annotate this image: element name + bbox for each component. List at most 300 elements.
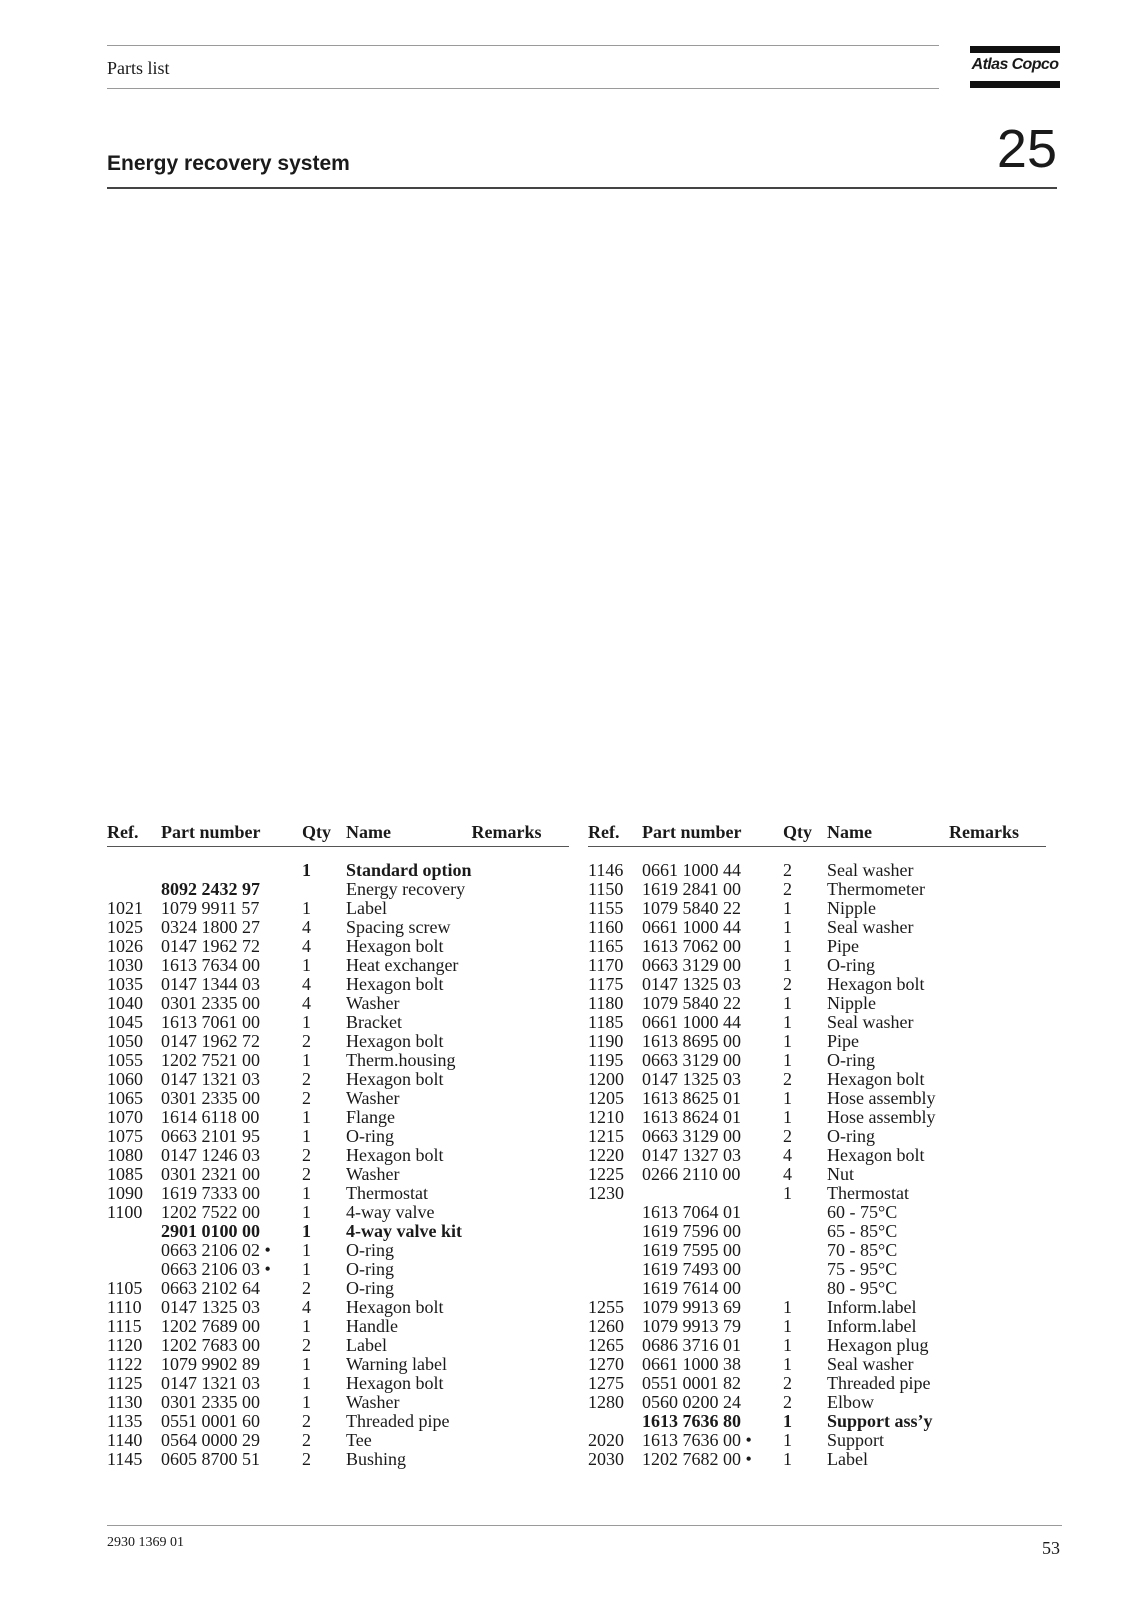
- remarks-cell: [472, 1032, 569, 1051]
- ref-cell: 1146: [588, 860, 624, 880]
- part-number-cell: 8092 2432 97: [161, 879, 260, 899]
- table-row: [107, 1051, 569, 1070]
- name-cell: Hexagon bolt: [827, 974, 925, 994]
- qty-cell: 1: [302, 860, 311, 880]
- ref-cell: 1225: [588, 1164, 624, 1184]
- remarks-cell: [472, 1241, 569, 1260]
- remarks-cell: [949, 1412, 1046, 1431]
- remarks-cell: [472, 1336, 569, 1355]
- name-cell: Hexagon bolt: [346, 1031, 444, 1051]
- remarks-cell: [472, 1298, 569, 1317]
- part-number-cell: 1619 7595 00: [642, 1240, 741, 1260]
- part-number-cell: 1619 7333 00: [161, 1183, 260, 1203]
- table-row: [588, 1184, 1046, 1203]
- ref-cell: 1075: [107, 1126, 143, 1146]
- qty-cell: 1: [302, 1392, 311, 1412]
- part-number-cell: 1202 7682 00 •: [642, 1449, 752, 1469]
- name-cell: O-ring: [346, 1240, 394, 1260]
- ref-cell: [588, 1203, 642, 1222]
- column-header-qty: Qty: [783, 822, 827, 847]
- remarks-cell: [472, 1184, 569, 1203]
- name-cell: Energy recovery: [346, 879, 466, 899]
- remarks-cell: [472, 1374, 569, 1393]
- ref-cell: 1165: [588, 936, 624, 956]
- table-row: [107, 1412, 569, 1431]
- name-cell: Tee: [346, 1430, 372, 1450]
- ref-cell: 1040: [107, 993, 143, 1013]
- ref-cell: 1115: [107, 1316, 142, 1336]
- ref-cell: 1065: [107, 1088, 143, 1108]
- remarks-cell: [472, 1127, 569, 1146]
- name-cell: Inform.label: [827, 1316, 917, 1336]
- part-number-cell: 0147 1327 03: [642, 1145, 741, 1165]
- remarks-cell: [949, 1374, 1046, 1393]
- qty-cell: 2: [783, 974, 792, 994]
- name-cell: Hexagon bolt: [827, 1069, 925, 1089]
- qty-cell: 4: [783, 1145, 792, 1165]
- remarks-cell: [472, 956, 569, 975]
- header-rule-top: [107, 45, 939, 46]
- name-cell: Hexagon bolt: [827, 1145, 925, 1165]
- qty-cell: 4: [783, 1164, 792, 1184]
- qty-cell: 1: [302, 1183, 311, 1203]
- name-cell: Thermostat: [346, 1183, 428, 1203]
- footer-rule: [107, 1525, 1062, 1526]
- name-cell: Thermostat: [827, 1183, 909, 1203]
- ref-cell: 1140: [107, 1430, 143, 1450]
- table-row: [588, 1279, 1046, 1298]
- part-number-cell: 1619 7596 00: [642, 1221, 741, 1241]
- name-cell: Elbow: [827, 1392, 874, 1412]
- table-row: [107, 1127, 569, 1146]
- part-number-cell: 0551 0001 60: [161, 1411, 260, 1431]
- ref-cell: 1155: [588, 898, 624, 918]
- remarks-cell: [472, 861, 569, 880]
- ref-cell: 1180: [588, 993, 624, 1013]
- part-number-cell: 1079 9913 69: [642, 1297, 741, 1317]
- remarks-cell: [472, 1431, 569, 1450]
- part-number-cell: 1613 8695 00: [642, 1031, 741, 1051]
- qty-cell: 1: [783, 1183, 792, 1203]
- remarks-cell: [949, 1279, 1046, 1298]
- table-row: [107, 1203, 569, 1222]
- table-row: [588, 1393, 1046, 1412]
- part-number-cell: 1613 8625 01: [642, 1088, 741, 1108]
- ref-cell: 1130: [107, 1392, 143, 1412]
- table-row: [107, 956, 569, 975]
- remarks-cell: [472, 899, 569, 918]
- qty-cell: 1: [783, 1031, 792, 1051]
- qty-cell: [783, 1203, 827, 1222]
- column-header-remarks: Remarks: [472, 822, 569, 847]
- ref-cell: 1070: [107, 1107, 143, 1127]
- ref-cell: 1120: [107, 1335, 143, 1355]
- name-cell: Seal washer: [827, 1012, 914, 1032]
- name-cell: Bushing: [346, 1449, 407, 1469]
- part-number-cell: 1079 5840 22: [642, 898, 741, 918]
- part-number-cell: 1619 2841 00: [642, 879, 741, 899]
- part-number-cell: [642, 1184, 783, 1203]
- name-cell: Heat exchanger: [346, 955, 459, 975]
- name-cell: Standard option: [346, 860, 472, 880]
- qty-cell: 1: [302, 1316, 311, 1336]
- ref-cell: 1215: [588, 1126, 624, 1146]
- remarks-cell: [472, 994, 569, 1013]
- ref-cell: 1110: [107, 1297, 142, 1317]
- remarks-cell: [472, 1393, 569, 1412]
- part-number-cell: 0551 0001 82: [642, 1373, 741, 1393]
- remarks-cell: [472, 1070, 569, 1089]
- ref-cell: 1200: [588, 1069, 624, 1089]
- name-cell: 4-way valve: [346, 1202, 435, 1222]
- ref-cell: 1195: [588, 1050, 624, 1070]
- name-cell: 80 - 95°C: [827, 1278, 898, 1298]
- qty-cell: 1: [302, 1373, 311, 1393]
- table-row: [107, 1298, 569, 1317]
- ref-cell: 1055: [107, 1050, 143, 1070]
- header-rule-bottom: [107, 88, 939, 89]
- title-rule: [107, 187, 1057, 189]
- table-spacer: [588, 847, 1046, 862]
- part-number-cell: 1202 7689 00: [161, 1316, 260, 1336]
- remarks-cell: [949, 1013, 1046, 1032]
- remarks-cell: [949, 1317, 1046, 1336]
- table-row: [107, 1184, 569, 1203]
- remarks-cell: [949, 956, 1046, 975]
- qty-cell: 2: [783, 879, 792, 899]
- table-row: [588, 994, 1046, 1013]
- part-number-cell: 0564 0000 29: [161, 1430, 260, 1450]
- qty-cell: [783, 1241, 827, 1260]
- remarks-cell: [949, 1070, 1046, 1089]
- remarks-cell: [949, 1393, 1046, 1412]
- part-number-cell: [161, 861, 302, 880]
- name-cell: 60 - 75°C: [827, 1202, 898, 1222]
- table-row: [588, 1374, 1046, 1393]
- qty-cell: 2: [783, 1126, 792, 1146]
- header-label: Parts list: [107, 58, 170, 78]
- name-cell: Handle: [346, 1316, 398, 1336]
- logo-text: Atlas Copco: [971, 56, 1059, 73]
- qty-cell: 1: [302, 1202, 311, 1222]
- part-number-cell: 0663 3129 00: [642, 955, 741, 975]
- remarks-cell: [949, 994, 1046, 1013]
- qty-cell: 2: [302, 1449, 311, 1469]
- remarks-cell: [949, 1184, 1046, 1203]
- part-number-cell: 0324 1800 27: [161, 917, 260, 937]
- qty-cell: 1: [302, 1221, 311, 1241]
- part-number-cell: 1079 5840 22: [642, 993, 741, 1013]
- table-row: [107, 1146, 569, 1165]
- name-cell: O-ring: [827, 1050, 875, 1070]
- remarks-cell: [472, 975, 569, 994]
- ref-cell: 1185: [588, 1012, 624, 1032]
- name-cell: Seal washer: [827, 917, 914, 937]
- part-number-cell: 1079 9911 57: [161, 898, 260, 918]
- qty-cell: 1: [783, 1430, 792, 1450]
- ref-cell: 1100: [107, 1202, 143, 1222]
- remarks-cell: [472, 918, 569, 937]
- part-number-cell: 0147 1962 72: [161, 1031, 260, 1051]
- qty-cell: 1: [783, 936, 792, 956]
- ref-cell: 1025: [107, 917, 143, 937]
- qty-cell: 4: [302, 974, 311, 994]
- remarks-cell: [472, 1108, 569, 1127]
- remarks-cell: [949, 1108, 1046, 1127]
- qty-cell: 2: [302, 1145, 311, 1165]
- ref-cell: [588, 1260, 642, 1279]
- table-row: [107, 899, 569, 918]
- remarks-cell: [472, 1355, 569, 1374]
- ref-cell: 1122: [107, 1354, 143, 1374]
- name-cell: Label: [346, 1335, 387, 1355]
- ref-cell: 2020: [588, 1430, 624, 1450]
- table-row: [588, 861, 1046, 880]
- qty-cell: [783, 1260, 827, 1279]
- remarks-cell: [949, 880, 1046, 899]
- ref-cell: 1270: [588, 1354, 624, 1374]
- table-row: [588, 1203, 1046, 1222]
- name-cell: Threaded pipe: [827, 1373, 931, 1393]
- qty-cell: 1: [302, 1012, 311, 1032]
- column-header-ref: Ref.: [107, 822, 161, 847]
- qty-cell: 1: [783, 1297, 792, 1317]
- qty-cell: 1: [783, 1050, 792, 1070]
- qty-cell: 1: [302, 898, 311, 918]
- qty-cell: 2: [302, 1164, 311, 1184]
- ref-cell: 1050: [107, 1031, 143, 1051]
- part-number-cell: 0147 1321 03: [161, 1069, 260, 1089]
- name-cell: Hexagon bolt: [346, 1069, 444, 1089]
- part-number-cell: 0147 1246 03: [161, 1145, 260, 1165]
- table-row: [107, 880, 569, 899]
- name-cell: Hexagon bolt: [346, 936, 444, 956]
- part-number-cell: 1613 7062 00: [642, 936, 741, 956]
- remarks-cell: [472, 1412, 569, 1431]
- qty-cell: 2: [783, 1069, 792, 1089]
- qty-cell: 2: [783, 1392, 792, 1412]
- part-number-cell: 0663 2102 64: [161, 1278, 260, 1298]
- table-row: [588, 1431, 1046, 1450]
- remarks-cell: [949, 1165, 1046, 1184]
- part-number-cell: 0686 3716 01: [642, 1335, 741, 1355]
- remarks-cell: [949, 1032, 1046, 1051]
- ref-cell: 1021: [107, 898, 143, 918]
- remarks-cell: [472, 1450, 569, 1469]
- table-row: [588, 1089, 1046, 1108]
- table-row: [107, 1260, 569, 1279]
- parts-table-left: [107, 822, 569, 1469]
- name-cell: O-ring: [346, 1278, 394, 1298]
- part-number-cell: 0605 8700 51: [161, 1449, 260, 1469]
- part-number-cell: 1613 7636 00 •: [642, 1430, 752, 1450]
- name-cell: Support ass’y: [827, 1411, 933, 1431]
- name-cell: Spacing screw: [346, 917, 451, 937]
- table-row: [588, 1450, 1046, 1469]
- name-cell: Washer: [346, 1164, 400, 1184]
- part-number-cell: 0663 2101 95: [161, 1126, 260, 1146]
- table-row: [107, 1374, 569, 1393]
- qty-cell: 2: [302, 1430, 311, 1450]
- name-cell: Washer: [346, 1392, 400, 1412]
- part-number-cell: 1613 7636 80: [642, 1411, 741, 1431]
- ref-cell: [588, 1279, 642, 1298]
- ref-cell: 1265: [588, 1335, 624, 1355]
- part-number-cell: 0301 2335 00: [161, 1088, 260, 1108]
- remarks-cell: [472, 1013, 569, 1032]
- page-number: 53: [1042, 1538, 1060, 1558]
- ref-cell: 1045: [107, 1012, 143, 1032]
- ref-cell: [107, 861, 161, 880]
- table-row: [107, 1355, 569, 1374]
- ref-cell: 1090: [107, 1183, 143, 1203]
- part-number-cell: 1202 7521 00: [161, 1050, 260, 1070]
- part-number-cell: 0301 2335 00: [161, 1392, 260, 1412]
- remarks-cell: [949, 1146, 1046, 1165]
- table-row: [588, 1108, 1046, 1127]
- ref-cell: [107, 880, 161, 899]
- name-cell: Label: [346, 898, 387, 918]
- qty-cell: 1: [783, 955, 792, 975]
- ref-cell: [107, 1222, 161, 1241]
- name-cell: Hexagon bolt: [346, 974, 444, 994]
- ref-cell: [588, 1222, 642, 1241]
- part-number-cell: 1613 7061 00: [161, 1012, 260, 1032]
- ref-cell: 1085: [107, 1164, 143, 1184]
- part-number-cell: 1079 9902 89: [161, 1354, 260, 1374]
- table-row: [588, 1051, 1046, 1070]
- table-row: [588, 1070, 1046, 1089]
- table-header-row: [588, 822, 1046, 847]
- qty-cell: 2: [302, 1278, 311, 1298]
- remarks-cell: [949, 1203, 1046, 1222]
- part-number-cell: 0661 1000 44: [642, 1012, 741, 1032]
- name-cell: Nipple: [827, 993, 876, 1013]
- remarks-cell: [949, 861, 1046, 880]
- table-row: [588, 1412, 1046, 1431]
- part-number-cell: 0661 1000 44: [642, 860, 741, 880]
- table-row: [588, 1241, 1046, 1260]
- table-row: [107, 1165, 569, 1184]
- qty-cell: 1: [302, 1126, 311, 1146]
- name-cell: Nut: [827, 1164, 854, 1184]
- name-cell: Hexagon plug: [827, 1335, 929, 1355]
- qty-cell: 1: [783, 993, 792, 1013]
- name-cell: O-ring: [827, 1126, 875, 1146]
- name-cell: Hexagon bolt: [346, 1373, 444, 1393]
- qty-cell: 1: [783, 1335, 792, 1355]
- ref-cell: 1175: [588, 974, 624, 994]
- part-number-cell: 1079 9913 79: [642, 1316, 741, 1336]
- remarks-cell: [949, 975, 1046, 994]
- table-row: [107, 1336, 569, 1355]
- qty-cell: 2: [783, 860, 792, 880]
- table-row: [588, 1355, 1046, 1374]
- qty-cell: 1: [783, 898, 792, 918]
- logo-bar-top: [970, 46, 1060, 53]
- name-cell: O-ring: [346, 1126, 394, 1146]
- name-cell: 75 - 95°C: [827, 1259, 898, 1279]
- table-row: [588, 1298, 1046, 1317]
- table-row: [588, 918, 1046, 937]
- name-cell: O-ring: [827, 955, 875, 975]
- ref-cell: 1280: [588, 1392, 624, 1412]
- ref-cell: 1125: [107, 1373, 143, 1393]
- part-number-cell: 0663 2106 02 •: [161, 1240, 271, 1260]
- qty-cell: 1: [783, 1411, 792, 1431]
- table-row: [588, 899, 1046, 918]
- qty-cell: 2: [302, 1335, 311, 1355]
- qty-cell: 1: [783, 1354, 792, 1374]
- qty-cell: 4: [302, 936, 311, 956]
- remarks-cell: [949, 1051, 1046, 1070]
- ref-cell: 1105: [107, 1278, 143, 1298]
- name-cell: Pipe: [827, 1031, 860, 1051]
- ref-cell: 1035: [107, 974, 143, 994]
- ref-cell: [107, 1241, 161, 1260]
- remarks-cell: [949, 1260, 1046, 1279]
- name-cell: Support: [827, 1430, 885, 1450]
- remarks-cell: [949, 1355, 1046, 1374]
- column-header-part-number: Part number: [642, 822, 783, 847]
- remarks-cell: [472, 1051, 569, 1070]
- table-row: [107, 1279, 569, 1298]
- qty-cell: 1: [783, 1107, 792, 1127]
- name-cell: Flange: [346, 1107, 395, 1127]
- remarks-cell: [472, 1317, 569, 1336]
- table-row: [107, 975, 569, 994]
- ref-cell: 1260: [588, 1316, 624, 1336]
- table-row: [588, 1127, 1046, 1146]
- qty-cell: [302, 880, 346, 899]
- name-cell: Hose assembly: [827, 1088, 936, 1108]
- remarks-cell: [949, 1222, 1046, 1241]
- remarks-cell: [472, 937, 569, 956]
- remarks-cell: [949, 1431, 1046, 1450]
- ref-cell: 1190: [588, 1031, 624, 1051]
- qty-cell: 1: [783, 1449, 792, 1469]
- table-row: [107, 1222, 569, 1241]
- remarks-cell: [472, 1260, 569, 1279]
- table-header-row: [107, 822, 569, 847]
- column-header-name: Name: [346, 822, 472, 847]
- name-cell: Pipe: [827, 936, 860, 956]
- table-row: [107, 1450, 569, 1469]
- table-row: [588, 1222, 1046, 1241]
- table-row: [588, 956, 1046, 975]
- ref-cell: [588, 1241, 642, 1260]
- part-number-cell: 1613 7064 01: [642, 1202, 741, 1222]
- part-number-cell: 1202 7683 00: [161, 1335, 260, 1355]
- part-number-cell: 0147 1321 03: [161, 1373, 260, 1393]
- remarks-cell: [949, 1127, 1046, 1146]
- name-cell: Threaded pipe: [346, 1411, 450, 1431]
- name-cell: Nipple: [827, 898, 876, 918]
- remarks-cell: [472, 1279, 569, 1298]
- ref-cell: 1275: [588, 1373, 624, 1393]
- part-number-cell: 0301 2335 00: [161, 993, 260, 1013]
- table-row: [588, 937, 1046, 956]
- column-header-qty: Qty: [302, 822, 346, 847]
- table-row: [588, 1165, 1046, 1184]
- column-header-ref: Ref.: [588, 822, 642, 847]
- ref-cell: 1205: [588, 1088, 624, 1108]
- name-cell: 65 - 85°C: [827, 1221, 898, 1241]
- ref-cell: 1210: [588, 1107, 624, 1127]
- ref-cell: 1026: [107, 936, 143, 956]
- table-row: [588, 1260, 1046, 1279]
- name-cell: Hexagon bolt: [346, 1297, 444, 1317]
